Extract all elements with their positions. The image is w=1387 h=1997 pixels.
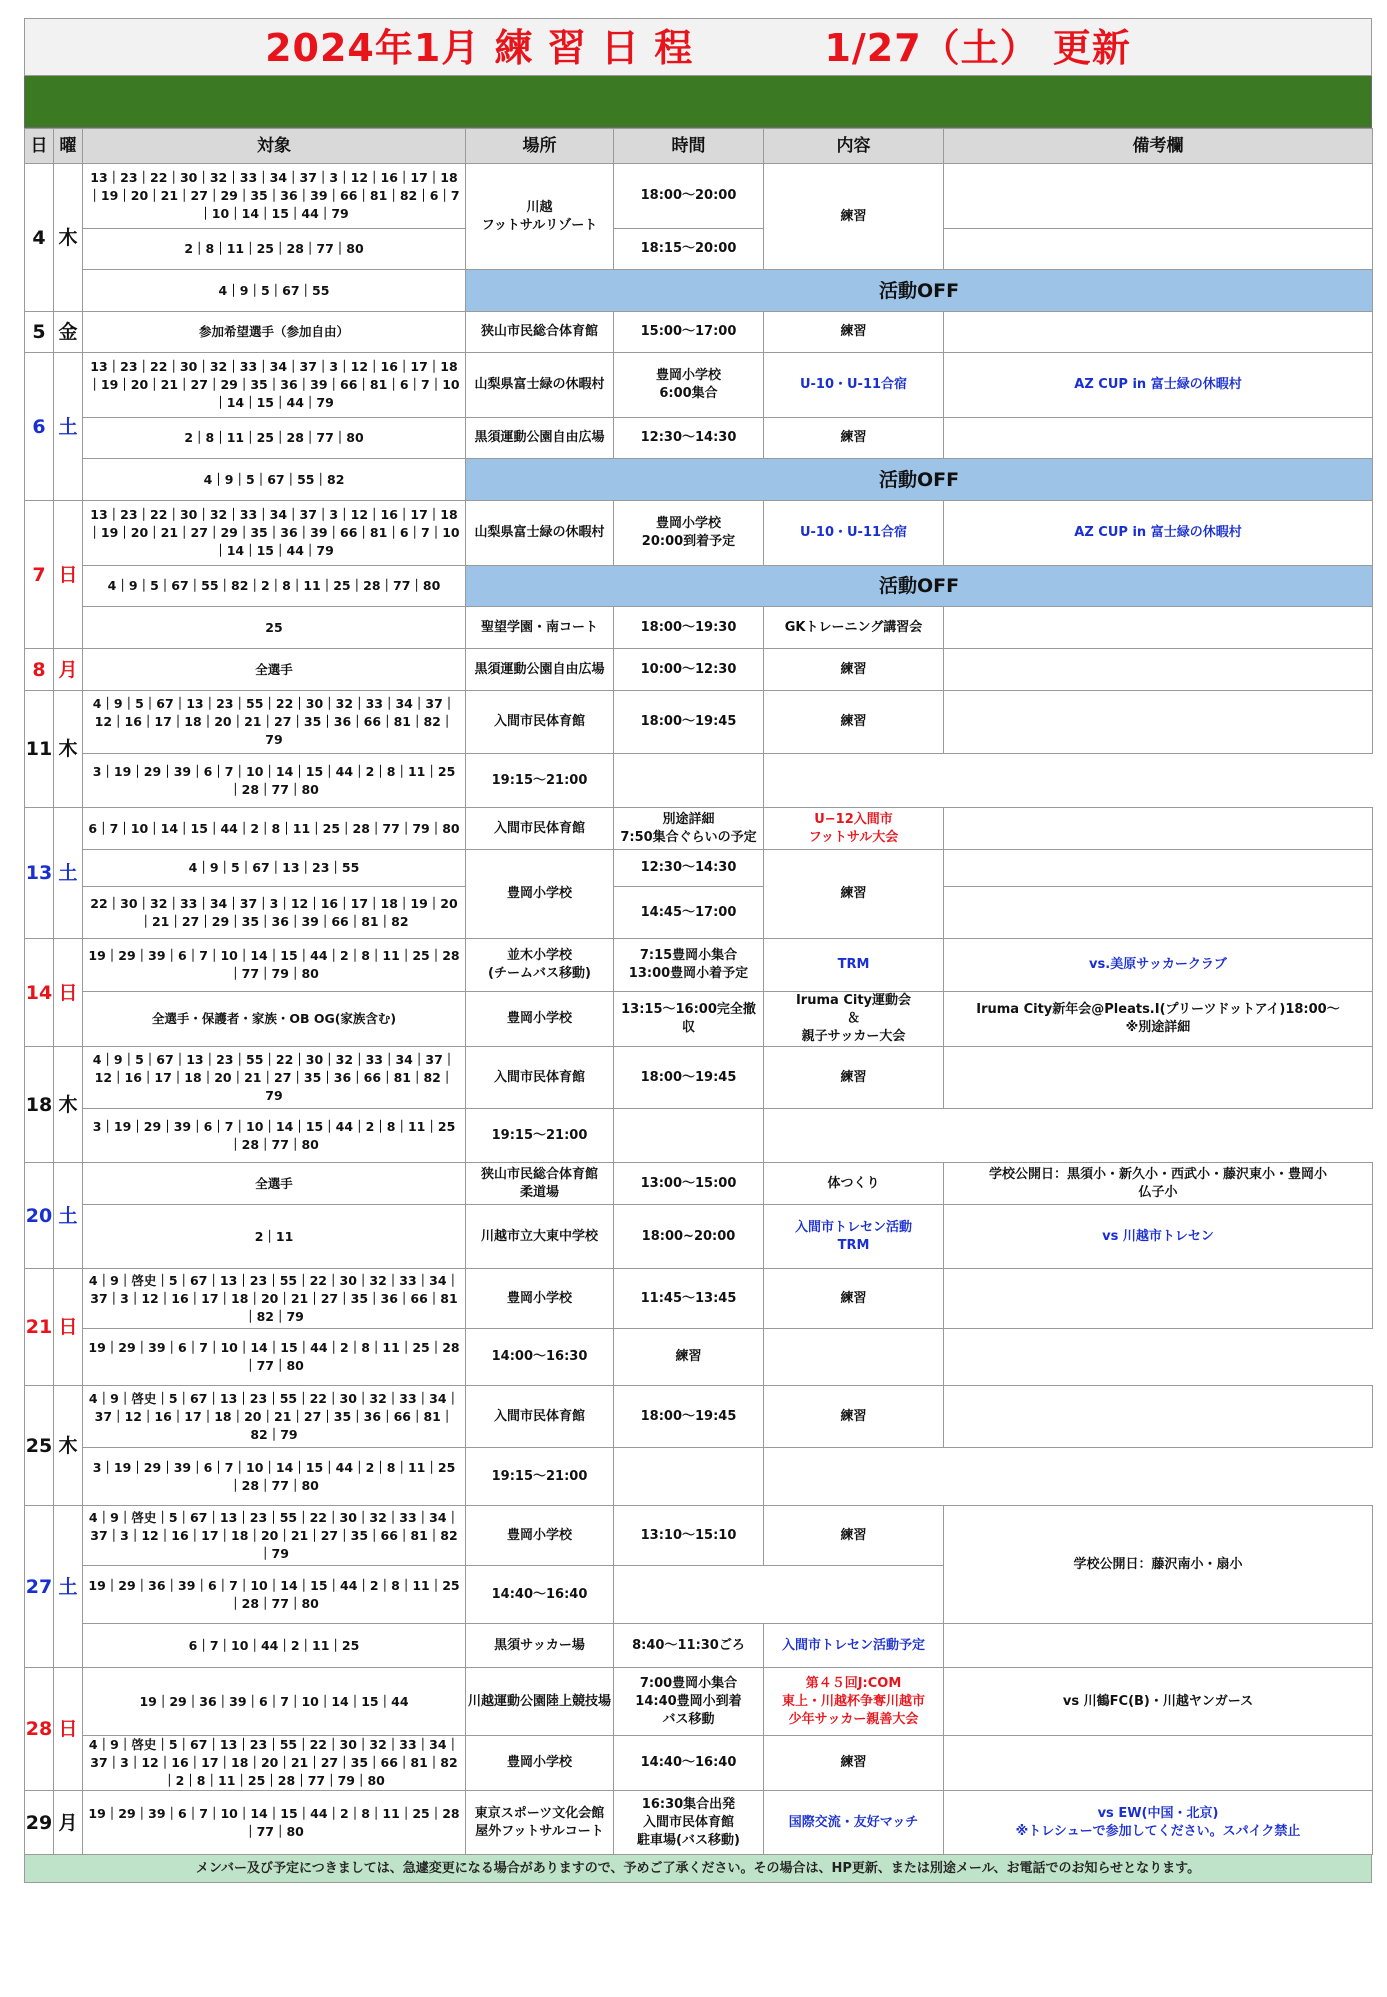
weekday: 金 (54, 312, 83, 353)
day-number: 13 (25, 808, 54, 939)
time: 別途詳細 7:50集合ぐらいの予定 (614, 808, 764, 850)
time: 豊岡小学校 20:00到着予定 (614, 501, 764, 566)
remarks (944, 607, 1373, 649)
time: 11:45～13:45 (614, 1269, 764, 1329)
remarks (944, 808, 1373, 850)
header-band (24, 76, 1372, 128)
content: 練習 (764, 1506, 944, 1566)
place: 豊岡小学校 (466, 850, 614, 939)
remarks: vs 川鶴FC(B)・川越ヤンガース (944, 1668, 1373, 1736)
target-players: 6｜7｜10｜44｜2｜11｜25 (83, 1624, 466, 1668)
day-number: 21 (25, 1269, 54, 1386)
table-row (25, 1791, 1373, 1855)
weekday: 月 (54, 649, 83, 691)
weekday: 日 (54, 501, 83, 649)
target-players: 19｜29｜36｜39｜6｜7｜10｜14｜15｜44｜2｜8｜11｜25｜28｜77｜80 (83, 1566, 466, 1624)
place: 入間市民体育館 (466, 1386, 614, 1448)
content: 国際交流・友好マッチ (764, 1791, 944, 1855)
table-row (25, 1736, 1373, 1791)
target-players: 19｜29｜39｜6｜7｜10｜14｜15｜44｜2｜8｜11｜25｜28｜77｜79｜80 (83, 939, 466, 992)
target-players: 4｜9｜5｜67｜13｜23｜55｜22｜30｜32｜33｜34｜37｜12｜16｜17｜18｜20｜21｜27｜35｜36｜66｜81｜82｜79 (83, 691, 466, 754)
table-row (25, 1624, 1373, 1668)
table-row (25, 887, 1373, 939)
remarks (944, 649, 1373, 691)
weekday: 木 (54, 1386, 83, 1506)
target-players: 19｜29｜39｜6｜7｜10｜14｜15｜44｜2｜8｜11｜25｜28｜77｜80 (83, 1329, 466, 1386)
schedule-table (24, 128, 1373, 1855)
time: 18:00～20:00 (614, 164, 764, 229)
remarks (614, 1448, 764, 1506)
remarks: vs 川越市トレセン (944, 1205, 1373, 1269)
day-number: 18 (25, 1047, 54, 1163)
place: 山梨県富士緑の休暇村 (466, 353, 614, 418)
table-row (25, 1448, 1373, 1506)
target-players: 全選手 (83, 649, 466, 691)
weekday: 日 (54, 939, 83, 1047)
place: 入間市民体育館 (466, 691, 614, 754)
table-row (25, 992, 1373, 1047)
remarks: AZ CUP in 富士緑の休暇村 (944, 501, 1373, 566)
table-row (25, 312, 1373, 353)
day-number: 20 (25, 1163, 54, 1269)
remarks (944, 887, 1373, 939)
day-number: 27 (25, 1506, 54, 1668)
remarks (944, 1047, 1373, 1109)
weekday: 日 (54, 1269, 83, 1386)
day-number: 7 (25, 501, 54, 649)
time: 18:00～19:45 (614, 1047, 764, 1109)
table-row (25, 1506, 1373, 1566)
content: 練習 (764, 649, 944, 691)
target-players: 6｜7｜10｜14｜15｜44｜2｜8｜11｜25｜28｜77｜79｜80 (83, 808, 466, 850)
content: 入間市トレセン活動 TRM (764, 1205, 944, 1269)
target-players: 19｜29｜36｜39｜6｜7｜10｜14｜15｜44 (83, 1668, 466, 1736)
remarks (944, 164, 1373, 229)
remarks: 学校公開日：藤沢南小・扇小 (944, 1506, 1373, 1624)
remarks (944, 1269, 1373, 1329)
table-row (25, 850, 1373, 887)
content: 第４５回J:COM 東上・川越杯争奪川越市 少年サッカー親善大会 (764, 1668, 944, 1736)
target-players: 4｜9｜啓史｜5｜67｜13｜23｜55｜22｜30｜32｜33｜34｜37｜12｜16｜17｜18｜20｜21｜27｜35｜36｜66｜81｜82｜79 (83, 1386, 466, 1448)
header-row (25, 129, 1373, 164)
target-players: 4｜9｜5｜67｜55｜82 (83, 459, 466, 501)
remarks: AZ CUP in 富士緑の休暇村 (944, 353, 1373, 418)
day-number: 11 (25, 691, 54, 808)
table-row (25, 1269, 1373, 1329)
target-players: 25 (83, 607, 466, 649)
remarks (944, 691, 1373, 754)
activity-off-banner: 活動OFF (466, 459, 1373, 501)
remarks: vs.美原サッカークラブ (944, 939, 1373, 992)
remarks (614, 754, 764, 808)
col-header-dow: 曜 (54, 129, 83, 164)
table-row (25, 691, 1373, 754)
content: U−12入間市 フットサル大会 (764, 808, 944, 850)
time: 15:00～17:00 (614, 312, 764, 353)
col-header-time: 時間 (614, 129, 764, 164)
content: 練習 (764, 1736, 944, 1791)
day-number: 25 (25, 1386, 54, 1506)
page-title: 2024年1月 練 習 日 程 1/27（土） 更新 (24, 18, 1372, 76)
content: GKトレーニング講習会 (764, 607, 944, 649)
place: 豊岡小学校 (466, 1269, 614, 1329)
schedule-sheet (24, 18, 1372, 1883)
weekday: 土 (54, 808, 83, 939)
remarks (944, 1736, 1373, 1791)
remarks (944, 418, 1373, 459)
place: 川越市立大東中学校 (466, 1205, 614, 1269)
activity-off-banner: 活動OFF (466, 566, 1373, 607)
time: 豊岡小学校 6:00集合 (614, 353, 764, 418)
remarks (944, 850, 1373, 887)
place: 黒須運動公園自由広場 (466, 418, 614, 459)
time: 14:45～17:00 (614, 887, 764, 939)
content: U-10・U-11合宿 (764, 353, 944, 418)
day-number: 28 (25, 1668, 54, 1791)
time: 8:40～11:30ごろ (614, 1624, 764, 1668)
target-players: 参加希望選手（参加自由） (83, 312, 466, 353)
place: 聖望学園・南コート (466, 607, 614, 649)
place: 黒須サッカー場 (466, 1624, 614, 1668)
place: 東京スポーツ文化会館 屋外フットサルコート (466, 1791, 614, 1855)
table-row (25, 1205, 1373, 1269)
place: 豊岡小学校 (466, 992, 614, 1047)
activity-off-banner: 活動OFF (466, 270, 1373, 312)
day-number: 6 (25, 353, 54, 501)
place: 豊岡小学校 (466, 1736, 614, 1791)
weekday: 日 (54, 1668, 83, 1791)
target-players: 全選手・保護者・家族・OB OG(家族含む) (83, 992, 466, 1047)
time: 18:00～19:45 (614, 691, 764, 754)
content: 練習 (764, 418, 944, 459)
time: 13:10～15:10 (614, 1506, 764, 1566)
weekday: 土 (54, 353, 83, 501)
content: 練習 (764, 850, 944, 939)
place: 山梨県富士緑の休暇村 (466, 501, 614, 566)
weekday: 土 (54, 1506, 83, 1668)
table-row (25, 1329, 1373, 1386)
table-row (25, 566, 1373, 607)
col-header-place: 場所 (466, 129, 614, 164)
target-players: 22｜30｜32｜33｜34｜37｜3｜12｜16｜17｜18｜19｜20｜21｜27｜29｜35｜36｜39｜66｜81｜82 (83, 887, 466, 939)
target-players: 3｜19｜29｜39｜6｜7｜10｜14｜15｜44｜2｜8｜11｜25｜28｜77｜80 (83, 754, 466, 808)
table-row (25, 353, 1373, 418)
weekday: 土 (54, 1163, 83, 1269)
content: 練習 (614, 1329, 764, 1386)
remarks (944, 1624, 1373, 1668)
day-number: 14 (25, 939, 54, 1047)
time: 14:40～16:40 (466, 1566, 614, 1624)
target-players: 4｜9｜5｜67｜55｜82｜2｜8｜11｜25｜28｜77｜80 (83, 566, 466, 607)
target-players: 4｜9｜啓史｜5｜67｜13｜23｜55｜22｜30｜32｜33｜34｜37｜3｜12｜16｜17｜18｜20｜21｜27｜35｜66｜81｜82｜79 (83, 1506, 466, 1566)
content: 練習 (764, 691, 944, 754)
time: 13:15～16:00完全撤収 (614, 992, 764, 1047)
place: 狭山市民総合体育館 (466, 312, 614, 353)
time: 18:15～20:00 (614, 229, 764, 270)
table-row (25, 164, 1373, 229)
place: 豊岡小学校 (466, 1506, 614, 1566)
target-players: 4｜9｜5｜67｜13｜23｜55｜22｜30｜32｜33｜34｜37｜12｜16｜17｜18｜20｜21｜27｜35｜36｜66｜81｜82｜79 (83, 1047, 466, 1109)
remarks (944, 312, 1373, 353)
remarks (764, 1329, 944, 1386)
target-players: 全選手 (83, 1163, 466, 1205)
place: 黒須運動公園自由広場 (466, 649, 614, 691)
table-row (25, 649, 1373, 691)
table-row (25, 229, 1373, 270)
time: 7:00豊岡小集合 14:40豊岡小到着 バス移動 (614, 1668, 764, 1736)
target-players: 2｜8｜11｜25｜28｜77｜80 (83, 418, 466, 459)
remarks (614, 1109, 764, 1163)
time: 18:00～19:30 (614, 607, 764, 649)
table-row (25, 270, 1373, 312)
col-header-target: 対象 (83, 129, 466, 164)
remarks: vs EW(中国・北京) ※トレシューで参加してください。スパイク禁止 (944, 1791, 1373, 1855)
target-players: 13｜23｜22｜30｜32｜33｜34｜37｜3｜12｜16｜17｜18｜19｜20｜21｜27｜29｜35｜36｜39｜66｜81｜82｜6｜7｜10｜14｜15｜44｜79 (83, 164, 466, 229)
time: 13:00～15:00 (614, 1163, 764, 1205)
footer-note: メンバー及び予定につきましては、急遽変更になる場合がありますので、予めご了承ください。その場合は、HP更新、または別途メール、お電話でのお知らせとなります。 (24, 1855, 1372, 1883)
target-players: 2｜11 (83, 1205, 466, 1269)
time: 18:00~20:00 (614, 1205, 764, 1269)
weekday: 木 (54, 164, 83, 312)
place: 川越 フットサルリゾート (466, 164, 614, 270)
remarks: Iruma City新年会@Pleats.I(プリーツドットアイ)18:00〜 ※別途詳細 (944, 992, 1373, 1047)
table-row (25, 501, 1373, 566)
target-players: 4｜9｜啓史｜5｜67｜13｜23｜55｜22｜30｜32｜33｜34｜37｜3｜12｜16｜17｜18｜20｜21｜27｜35｜66｜81｜82｜2｜8｜11｜25｜28｜77｜79｜80 (83, 1736, 466, 1791)
time: 19:15～21:00 (466, 754, 614, 808)
content: 練習 (764, 164, 944, 270)
day-number: 29 (25, 1791, 54, 1855)
table-row (25, 754, 1373, 808)
place: 入間市民体育館 (466, 808, 614, 850)
target-players: 4｜9｜5｜67｜13｜23｜55 (83, 850, 466, 887)
remarks: 学校公開日：黒須小・新久小・西武小・藤沢東小・豊岡小 仏子小 (944, 1163, 1373, 1205)
day-number: 4 (25, 164, 54, 312)
place: 並木小学校 (チームバス移動) (466, 939, 614, 992)
table-row (25, 459, 1373, 501)
weekday: 木 (54, 1047, 83, 1163)
col-header-remarks: 備考欄 (944, 129, 1373, 164)
target-players: 19｜29｜39｜6｜7｜10｜14｜15｜44｜2｜8｜11｜25｜28｜77｜80 (83, 1791, 466, 1855)
time: 7:15豊岡小集合 13:00豊岡小着予定 (614, 939, 764, 992)
table-row (25, 939, 1373, 992)
time: 10:00～12:30 (614, 649, 764, 691)
col-header-day: 日 (25, 129, 54, 164)
table-row (25, 1163, 1373, 1205)
content: 入間市トレセン活動予定 (764, 1624, 944, 1668)
target-players: 3｜19｜29｜39｜6｜7｜10｜14｜15｜44｜2｜8｜11｜25｜28｜77｜80 (83, 1109, 466, 1163)
time: 14:40～16:40 (614, 1736, 764, 1791)
time: 14:00～16:30 (466, 1329, 614, 1386)
content: 練習 (764, 312, 944, 353)
target-players: 2｜8｜11｜25｜28｜77｜80 (83, 229, 466, 270)
day-number: 8 (25, 649, 54, 691)
content: U-10・U-11合宿 (764, 501, 944, 566)
remarks (944, 1386, 1373, 1448)
target-players: 13｜23｜22｜30｜32｜33｜34｜37｜3｜12｜16｜17｜18｜19｜20｜21｜27｜29｜35｜36｜39｜66｜81｜6｜7｜10｜14｜15｜44｜79 (83, 353, 466, 418)
content: 体つくり (764, 1163, 944, 1205)
table-row (25, 607, 1373, 649)
table-row (25, 1386, 1373, 1448)
target-players: 4｜9｜5｜67｜55 (83, 270, 466, 312)
target-players: 3｜19｜29｜39｜6｜7｜10｜14｜15｜44｜2｜8｜11｜25｜28｜77｜80 (83, 1448, 466, 1506)
table-row (25, 1668, 1373, 1736)
time: 19:15～21:00 (466, 1448, 614, 1506)
weekday: 木 (54, 691, 83, 808)
table-row (25, 808, 1373, 850)
content: TRM (764, 939, 944, 992)
remarks (944, 229, 1373, 270)
weekday: 月 (54, 1791, 83, 1855)
table-row (25, 1047, 1373, 1109)
time: 12:30～14:30 (614, 418, 764, 459)
content: 練習 (764, 1269, 944, 1329)
time: 12:30～14:30 (614, 850, 764, 887)
place: 入間市民体育館 (466, 1047, 614, 1109)
content: 練習 (764, 1047, 944, 1109)
table-row (25, 1109, 1373, 1163)
target-players: 13｜23｜22｜30｜32｜33｜34｜37｜3｜12｜16｜17｜18｜19｜20｜21｜27｜29｜35｜36｜39｜66｜81｜6｜7｜10｜14｜15｜44｜79 (83, 501, 466, 566)
place: 狭山市民総合体育館 柔道場 (466, 1163, 614, 1205)
time: 18:00～19:45 (614, 1386, 764, 1448)
target-players: 4｜9｜啓史｜5｜67｜13｜23｜55｜22｜30｜32｜33｜34｜37｜3｜12｜16｜17｜18｜20｜21｜27｜35｜36｜66｜81｜82｜79 (83, 1269, 466, 1329)
place: 川越運動公園陸上競技場 (466, 1668, 614, 1736)
table-row (25, 418, 1373, 459)
content: 練習 (764, 1386, 944, 1448)
time: 16:30集合出発 入間市民体育館 駐車場(バス移動) (614, 1791, 764, 1855)
col-header-content: 内容 (764, 129, 944, 164)
day-number: 5 (25, 312, 54, 353)
time: 19:15～21:00 (466, 1109, 614, 1163)
content: Iruma City運動会 ＆ 親子サッカー大会 (764, 992, 944, 1047)
